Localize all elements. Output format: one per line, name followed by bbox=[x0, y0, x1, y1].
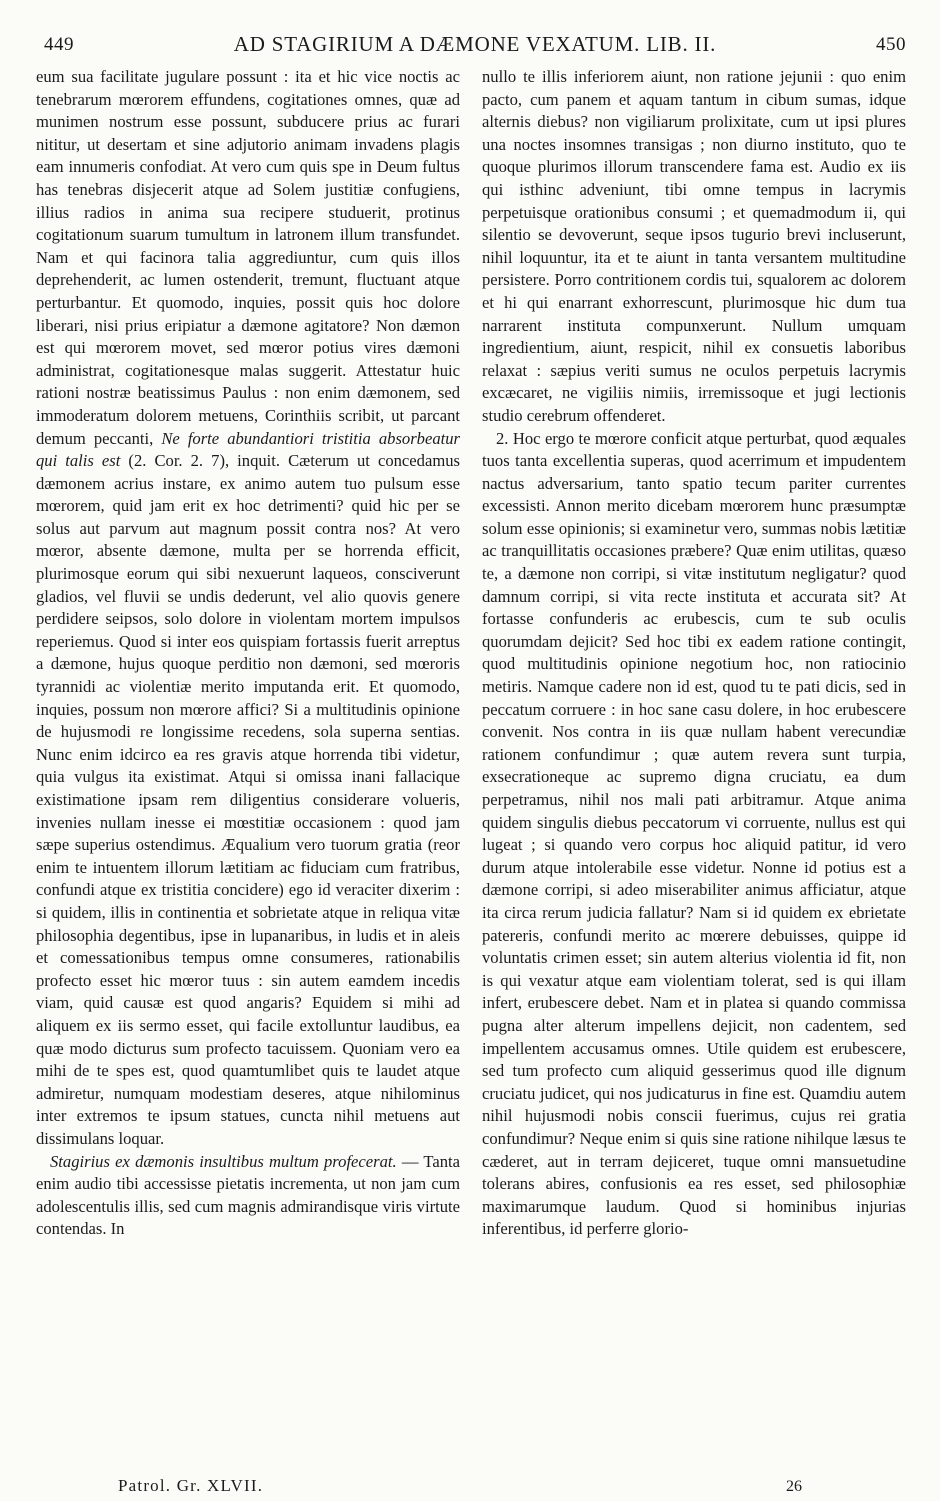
scripture-quote: Ne forte abundantiori tristitia absorbeatur qui talis est bbox=[36, 428, 460, 471]
left-column bbox=[36, 66, 460, 1476]
page-number-left: 449 bbox=[44, 34, 74, 55]
right-column bbox=[482, 66, 906, 1476]
left-paragraph-1-continuation: (2. Cor. 2. 7), inquit. Cæterum ut concedamus dæmonem acrius instare, ex animo autem tuo pulsum esse mœrorem, quid jam erit ex hoc detrimenti? quid hic per se solus aut parvum aut magnum possit contra nos? At vero mœror, absente dæmone, multa per se horrenda efficit, plurimosque eorum qui sibi nexuerunt laqueos, consciverunt gladios, vel fluvii se undis dederunt, vel alio quovis genere perdidere seipsos, solo dolore in violentam mortem impulsos reperiemus. Quod si inter eos quispiam fortassis fuerit arreptus a dæmone, hujus quoque perditio non dæmoni, sed mœroris tyrannidi ac violentiæ merito imputanda erit. Et quomodo, inquies, possum non mœrore affici? Si a multitudinis opinione de hujusmodi re longissime recedens, sola superna sentias. Nunc enim idcirco ea res gravis atque horrenda tibi videtur, quia vulgus ita existimat. Atqui si omissa inani fallacique existimatione ipsam rem diligentius considerare volueris, invenies nullam inesse ei mœstitiæ occasionem : quod jam sæpe superius ostendimus. Æqualium vero tuorum gratia (reor enim te intuentem illorum lætitiam ac fiduciam cum fratribus, confundi atque ex tristitia concidere) ego id veraciter dixerim : si quidem, illis in continentia et sobrietate atque in reliqua vitæ philosophia degentibus, ipse in lupanaribus, in ludis et in aleis et comessationibus tempus omne consumeres, rationabilis profecto esset hic mœror tuus : sin autem eamdem incedis viam, quid causæ est quod angaris? Equidem si mihi ad aliquem ex iis sermo esset, qui facile extolluntur laudibus, ea quæ modo dicturus sum profecto tacuissem. Quoniam vero ea mihi de te spes est, quod quamtumlibet quis te laudet atque admiretur, numquam modestiam deseres, atque nihilominus inter extremos te ipsum statues, cuncta nihil metuens aut dissimulans loquar. bbox=[36, 451, 460, 1148]
right-paragraph-1: nullo te illis inferiorem aiunt, non ratione jejunii : quo enim pacto, cum panem et aquam tantum in cibum sumas, idque alternis diebus? non vigiliarum prolixitate, cum ut ipsi plures una noctes insomnes transigas ; non diurno instituto, quo te quoque plurimos illorum transcendere fama est. Audio ex iis qui isthinc adveniunt, tibi omne tempus in lacrymis perpetuisque orationibus consumi ; et quemadmodum ii, qui silentio se devoverunt, seque ipsos tugurio brevi incluserunt, nihil loquuntur, ita et te aiunt in tanta versantem multitudine persistere. Porro contritionem cordis tui, squalorem ac dolorem et hi qui enarrant exhorrescunt, plurimosque hic dum tua narrarent instituta compunxerunt. Nullum umquam ingredientium, aiunt, respicit, nihil ex consuetis laboribus relaxat : sæpius veriti sumus ne oculos perpetuis lacrymis excæcaret, ne vigiliis nimiis, irremissoque et jugi lectionis studio cerebrum offenderet. bbox=[482, 67, 906, 425]
left-paragraph-1-text: eum sua facilitate jugulare possunt : ita et hic vice noctis ac tenebrarum mœrorem effundens, cogitationes omnes, quæ ad munimen nostrum esse possunt, subducere prius ac furari nititur, ut desertam et sine adjutorio animam invadens plagis eam innumeris confodiat. At vero cum quis spe in Deum fultus has tenebras disjecerit atque ad Solem justitiæ confugiens, illius radios in anima sua recipere studuerit, protinus cogitationum suarum tumultum in latronem illum transfundet. Nam et qui facinora talia aggrediuntur, cum quis illos deprehenderit, ac lumen ostenderit, tremunt, fluctuant atque perturbantur. Et quomodo, inquies, possit quis hoc dolore liberari, nisi prius eripiatur a dæmone agitatore? Non dæmon est qui mœrorem movet, sed mœror potius vires dæmoni administrat, cogitationesque malas suggerit. Attestatur huic rationi nostræ beatissimus Paulus : non enim dæmonem, sed immoderatum dolorem metuens, Corinthiis scribit, ut parcant demum peccanti, bbox=[36, 67, 460, 448]
left-paragraph-1 bbox=[36, 66, 460, 1151]
footer-volume: Patrol. Gr. XLVII. bbox=[118, 1476, 264, 1495]
left-paragraph-2-text: — Tanta enim audio tibi accessisse pietatis incrementa, ut non jam cum adolescentulis illis, sed cum magnis admirandisque viris virtute contendas. In bbox=[36, 1151, 460, 1239]
section-heading: Stagirius ex dæmonis insultibus multum profecerat. bbox=[50, 1151, 397, 1171]
footer-signature: 26 bbox=[786, 1478, 802, 1495]
running-title: AD STAGIRIUM A DÆMONE VEXATUM. LIB. II. bbox=[233, 32, 717, 56]
page-header bbox=[44, 30, 906, 64]
left-paragraph-2 bbox=[36, 1151, 460, 1241]
page-number-right: 450 bbox=[876, 34, 906, 55]
right-paragraph-2: 2. Hoc ergo te mœrore conficit atque perturbat, quod æquales tuos tanta excellentia superas, quod acerrimum et impudentem nactus adversarium, tanto spatio tecum pariter currentes excessisti. Annon merito dicebam mœrorem hunc præsumptæ solum esse opinionis; si examinetur vero, summas nobis lætitiæ ac tranquillitatis occasiones præbere? Quæ enim utilitas, quæso te, a dæmone non corripi, si vitæ institutum negligatur? quod damnum corripi, si vita recte instituta et accurata sit? At fortasse confunderis ac erubescis, cum te sub oculis quorumdam dejicit? Sed hoc tibi ex eadem ratione contingit, quod multitudinis opinione negotium hoc, non ratiocinio metiris. Namque cadere non id est, quod tu te pati dicis, sed in peccatum corruere : in hoc sane casu dolere, in hoc erubescere convenit. Nos contra in iis quæ nullam habent verecundiæ rationem confundimur ; quæ autem revera sunt turpia, exsecrationeque ac supremo digna cruciatu, ea dum perpetramus, nihil nos mali pati arbitramur. Atque anima quidem singulis diebus peccatorum vi corruente, nullus est qui lugeat ; si quando vero corpus hoc aliquid patitur, id vero durum atque intolerabile esse videtur. Nonne id potius est a dæmone corripi, si adeo miserabiliter animus afficiatur, atque ita circa rerum judicia fallatur? Nam si id quidem ex ebrietate patereris, confundi merito ac mœrere debuisses, quippe id voluntatis crimen esset; sin autem alterius violentia id fit, non is qui vexatur atque eam violentiam tolerat, sed is qui illam infert, erubescere debet. Nam et in platea si quando commissa pugna alter alterum impellens dejicit, non cadentem, sed impellentem accusamus omnes. Utile quidem est erubescere, sed tum profecto cum aliquid gesserimus quod ille dignum cruciatu judicet, qui nos judicaturus in fine est. Quamdiu autem nihil hujusmodi nobis conscii fuerimus, cujus rei gratia confundimur? Neque enim si quis sine ratione nihilque læsus te cæderet, aut in terram dejiceret, tuque omni mansuetudine tolerans abires, confusionis ea res esset, sed philosophiæ maximarumque laudum. Quod si hominibus injurias inferentibus, id perferre glorio- bbox=[482, 428, 906, 1239]
